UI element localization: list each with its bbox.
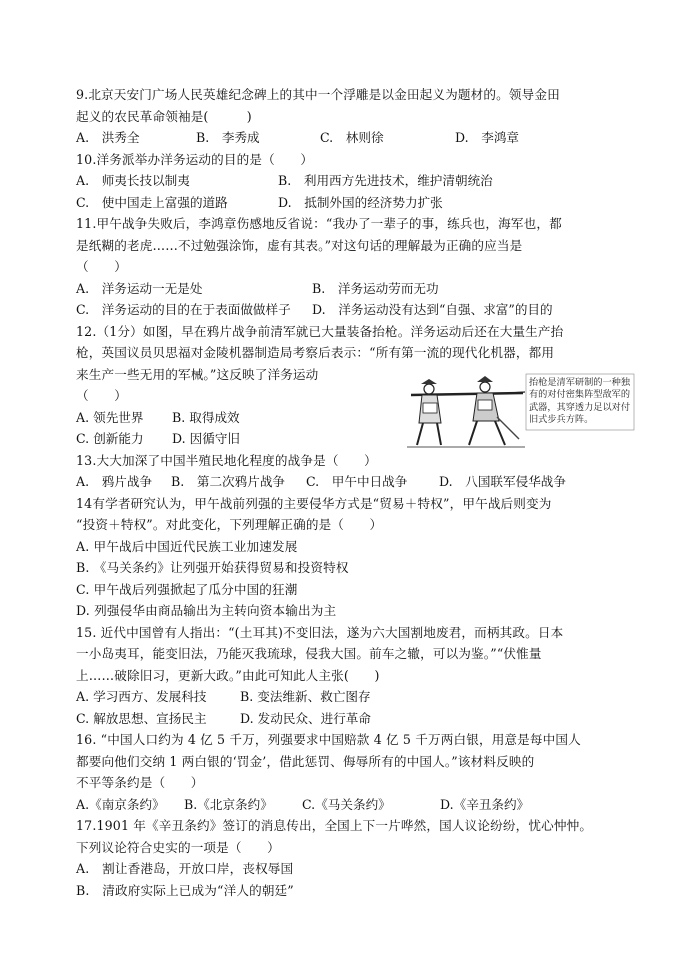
options-row [76,278,616,300]
options-row [76,170,616,192]
option-a[interactable]: A. 领先世界 [76,409,144,425]
question-9 [76,84,616,149]
question-11 [76,213,616,321]
question-text: 10.洋务派举办洋务运动的目的是（ ） [76,151,314,167]
option-b[interactable]: B. 李秀成 [196,130,260,145]
question-text: 不平等条约是（ ） [76,775,204,790]
question-17 [76,815,616,901]
option-a[interactable]: A. 鸦片战争 [76,474,153,489]
option-d[interactable]: D. 列强侵华由商品输出为主转向资本输出为主 [76,603,337,618]
question-text: 上……破除旧习，更新大政。”由此可知此人主张( ) [76,667,380,683]
question-text: 枪，英国议员贝思福对金陵机器制造局考察后表示：“所有第一流的现代化机器，都用 [76,345,555,360]
question-14 [76,493,616,622]
option-b[interactable]: B. 变法维新、救亡图存 [240,689,371,704]
question-text: 16. “中国人口约为 4 亿 5 千万，列强要求中国赔款 4 亿 5 千万两白银，用意是每中国人 [76,732,581,747]
question-text: （ ） [76,259,127,274]
question-text: 一小岛夷耳，能变旧法，乃能灭我琉球，侵我大国。前车之辙，可以为鉴。”“伏惟量 [76,646,542,661]
question-text: 14有学者研究认为，甲午战前列强的主要侵华方式是“贸易＋特权”，甲午战后则变为 [76,495,552,511]
option-b[interactable]: B. 取得成效 [172,409,240,425]
option-b[interactable]: B. 《马关条约》让列强开始获得贸易和投资特权 [76,560,349,575]
option-a[interactable]: A. 甲午战后中国近代民族工业加速发展 [76,538,298,554]
exam-page [76,84,631,901]
option-d[interactable]: D. 发动民众、进行革命 [240,710,371,726]
option-c[interactable]: C. 创新能力 [76,431,144,446]
illustration-caption: 抬枪是清军研制的一种独有的对付密集阵型敌军的武器，其穿透力足以对付旧式步兵方阵。 [529,376,631,425]
question-16 [76,729,616,815]
options-row [76,127,616,149]
option-c[interactable]: C. 林则徐 [320,130,384,145]
question-text: （ ） [76,388,127,403]
option-b[interactable]: B.《北京条约》 [184,796,273,812]
option-b[interactable]: B. 洋务运动劳而无功 [312,280,439,296]
question-text: 都要向他们交纳 1 两白银的‘罚金’，借此惩罚、侮辱所有的中国人。”该材料反映的 [76,753,535,769]
taiqiang-illustration [401,373,636,451]
option-a[interactable]: A. 学习西方、发展科技 [76,689,207,704]
options-row [76,192,616,214]
question-text: 起义的农民革命领袖是( ) [76,108,252,124]
options-row [76,299,616,321]
question-text: 17.1901 年《辛丑条约》签订的消息传出，全国上下一片哗然，国人议论纷纷，忧心忡忡。 [76,818,593,833]
option-c[interactable]: C.《马关条约》 [302,796,391,812]
options-row [76,686,616,708]
question-10 [76,149,616,214]
option-c[interactable]: C. 洋务运动的目的在于表面做做样子 [76,302,291,317]
option-d[interactable]: D. 李鸿章 [455,130,520,145]
option-c[interactable]: C. 甲午中日战争 [306,474,408,489]
option-a[interactable]: A. 割让香港岛，开放口岸，丧权辱国 [76,861,294,876]
options-row [76,471,616,493]
option-a[interactable]: A. 洋务运动一无是处 [76,280,203,296]
question-text: 来生产一些无用的军械。”这反映了洋务运动 [76,366,319,382]
option-d[interactable]: D. 因循守旧 [172,431,241,446]
question-12 [76,321,631,450]
question-text: 11.甲午战争失败后，李鸿章伤感地反省说：“我办了一辈子的事，练兵也，海军也，都 [76,216,562,231]
question-text: 13.大大加深了中国半殖民地化程度的战争是（ ） [76,452,377,468]
question-text: 12.（1分）如图，早在鸦片战争前清军就已大量装备抬枪。洋务运动后还在大量生产抬 [76,323,564,339]
question-13 [76,450,616,493]
option-a[interactable]: A. 师夷长技以制夷 [76,173,190,188]
question-text: 下列议论符合史实的一项是（ ） [76,839,280,855]
option-c[interactable]: C. 使中国走上富强的道路 [76,194,228,210]
question-text: 15. 近代中国曾有人指出：“(土耳其)不变旧法，遂为六大国割地废君，而柄其政。日本 [76,624,564,640]
question-15 [76,622,616,730]
option-b[interactable]: B. 第二次鸦片战争 [171,474,286,489]
option-d[interactable]: D. 抵制外国的经济势力扩张 [278,194,443,210]
option-d[interactable]: D. 八国联军侵华战争 [439,474,566,489]
option-a[interactable]: A.《南京条约》 [76,796,165,812]
question-text: 是纸糊的老虎……不过勉强涂饰，虚有其表。”对这句话的理解最为正确的应当是 [76,237,523,253]
question-text: “投资＋特权”。对此变化，下列理解正确的是（ ） [76,517,383,532]
option-d[interactable]: D. 洋务运动没有达到“自强、求富”的目的 [312,302,553,317]
option-c[interactable]: C. 解放思想、宣扬民主 [76,710,207,726]
question-text: 9.北京天安门广场人民英雄纪念碑上的其中一个浮雕是以金田起义为题材的。领导金田 [76,87,560,102]
option-a[interactable]: A. 洪秀全 [76,130,140,145]
options-row [76,708,616,730]
option-d[interactable]: D.《辛丑条约》 [440,796,530,812]
options-row [76,794,616,816]
option-c[interactable]: C. 甲午战后列强掀起了瓜分中国的狂潮 [76,581,298,597]
option-b[interactable]: B. 利用西方先进技术，维护清朝统治 [278,173,493,188]
option-b[interactable]: B. 清政府实际上已成为“洋人的朝廷” [76,882,294,898]
